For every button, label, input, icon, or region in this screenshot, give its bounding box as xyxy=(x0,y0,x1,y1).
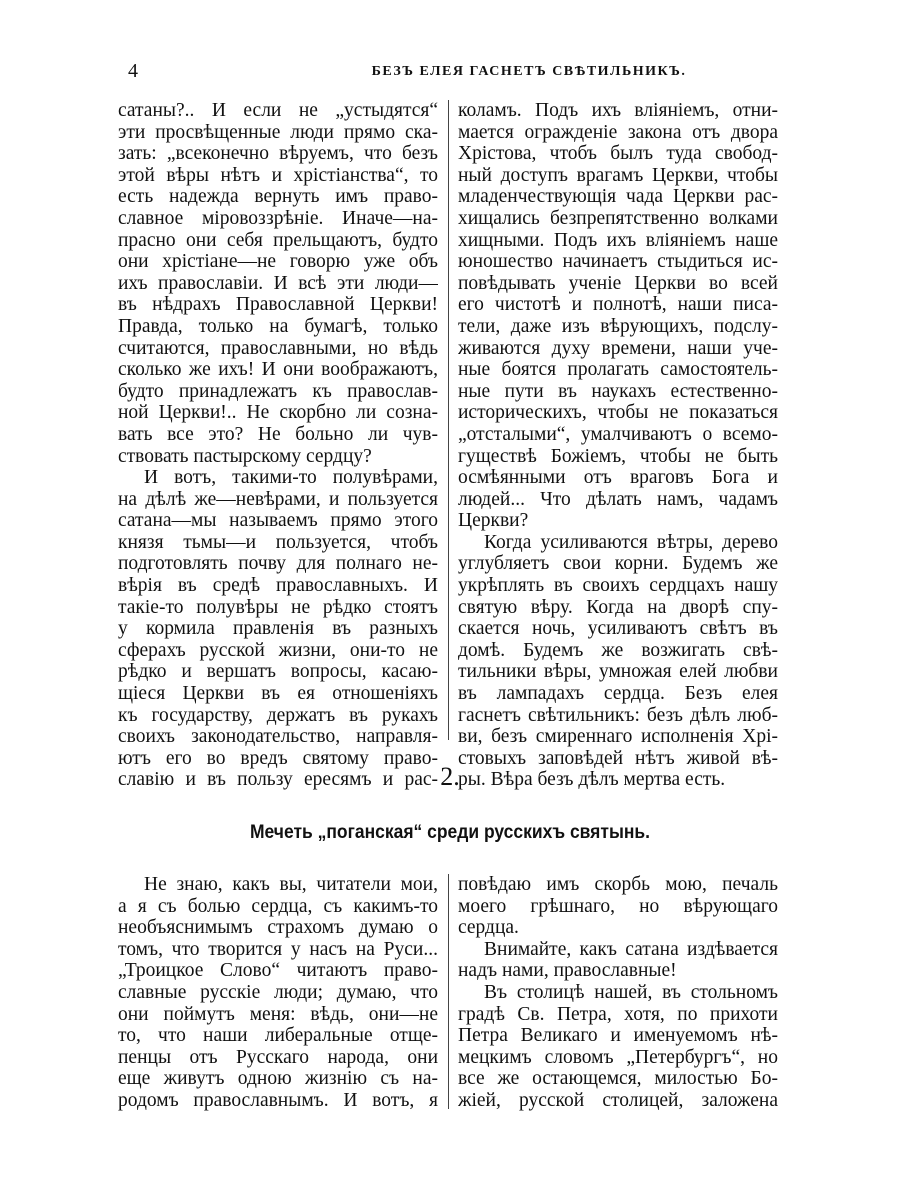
column-divider xyxy=(448,874,449,1109)
text-line: его чистотѣ и полнотѣ, наши писа- xyxy=(458,294,778,316)
text-line: вѣрія въ средѣ православныхъ. И xyxy=(118,575,438,597)
running-header xyxy=(128,60,780,84)
column-divider xyxy=(448,100,449,740)
text-line: И вотъ, такими-то полувѣрами, xyxy=(144,467,438,489)
text-line: ры. Вѣра безъ дѣлъ мертва есть. xyxy=(458,769,726,791)
text-line: гаснетъ свѣтильникъ: безъ дѣлъ люб- xyxy=(458,704,778,726)
text-line: скается ночь, усиливаютъ свѣтъ въ xyxy=(458,618,778,640)
text-line: прасно они себя прельщаютъ, будто xyxy=(118,229,438,251)
text-line: надъ нами, православные! xyxy=(458,960,677,982)
text-line: своихъ законодательство, направля- xyxy=(118,726,438,748)
text-line: необъяснимымъ страхомъ думаю о xyxy=(118,917,438,939)
top-two-column-text xyxy=(118,100,780,791)
text-line: Хрістова, чтобъ былъ туда свобод- xyxy=(458,143,778,165)
text-line: вать все это? Не больно ли чув- xyxy=(118,423,438,445)
top-left-column xyxy=(118,100,438,791)
text-line: ихъ православіи. И всѣ эти люди— xyxy=(118,272,438,294)
text-line: сердца. xyxy=(458,917,519,939)
text-line: хищались безпрепятственно волками xyxy=(458,207,778,229)
running-title: БЕЗЪ ЕЛЕЯ ГАСНЕТЪ СВѢТИЛЬНИКЪ. xyxy=(371,64,687,79)
text-line: ви, безъ смиреннаго исполненія Хрі- xyxy=(458,726,778,748)
text-line: подготовлять почву для полнаго не- xyxy=(118,553,438,575)
section-number: 2. xyxy=(440,762,460,791)
text-line: сколько же ихъ! И они воображаютъ, xyxy=(118,359,438,381)
text-line: „отсталыми“, умалчиваютъ о всемо- xyxy=(458,423,778,445)
text-line: у кормила правленія въ разныхъ xyxy=(118,618,438,640)
text-line: Церкви? xyxy=(458,510,529,532)
text-line: славію и въ пользу ересямъ и рас- xyxy=(118,769,438,791)
text-line: ные боятся пролагать самостоятель- xyxy=(458,359,778,381)
text-line: славные русскіе люди; думаю, что xyxy=(118,981,438,1003)
text-line: сатаны?.. И если не „устыдятся“ xyxy=(118,100,438,121)
text-line: живаются духу времени, наши уче- xyxy=(458,337,778,359)
top-right-column xyxy=(458,100,778,791)
text-line: Не знаю, какъ вы, читатели мои, xyxy=(144,874,438,895)
bottom-right-column xyxy=(458,874,778,1112)
text-line: юношество начинаетъ стыдиться ис- xyxy=(458,251,778,273)
text-line: родомъ православнымъ. И вотъ, я xyxy=(118,1089,438,1111)
text-line: повѣдывать ученіе Церкви во всей xyxy=(458,272,778,294)
text-line: Петра Великаго и именуемомъ нѣ- xyxy=(458,1025,778,1047)
text-line: жіей, русской столицей, заложена xyxy=(458,1089,778,1111)
page-number: 4 xyxy=(128,60,138,82)
text-line: стовыхъ заповѣдей нѣтъ живой вѣ- xyxy=(458,747,778,769)
section-title: Мечеть „поганская“ среди русскихъ святынь. xyxy=(249,822,651,843)
text-line: „Троицкое Слово“ читаютъ право- xyxy=(118,960,438,982)
text-line: повѣдаю имъ скорбь мою, печаль xyxy=(458,874,778,895)
text-line: пенцы отъ Русскаго народа, они xyxy=(118,1046,438,1068)
text-line: есть надежда вернуть имъ право- xyxy=(118,186,438,208)
bottom-left-column xyxy=(118,874,438,1112)
text-line: мецкимъ словомъ „Петербургъ“, но xyxy=(458,1046,778,1068)
text-line: то, что наши либеральные отще- xyxy=(118,1025,438,1047)
text-line: все же остающемся, милостью Бо- xyxy=(458,1068,778,1090)
text-line: славное міровоззрѣніе. Иначе—на- xyxy=(118,207,438,229)
text-line: въ лампадахъ сердца. Безъ елея xyxy=(458,683,778,705)
text-line: такіе-то полувѣры не рѣдко стоятъ xyxy=(118,596,438,618)
bottom-two-column-text xyxy=(118,874,780,1114)
text-line: ствовать пастырскому сердцу? xyxy=(118,445,372,467)
text-line: младенчествующія чада Церкви рас- xyxy=(458,186,778,208)
text-line: хищными. Подъ ихъ вліяніемъ наше xyxy=(458,229,778,251)
text-line: ютъ его во вредъ святому право- xyxy=(118,747,438,769)
text-line: тели, даже изъ вѣрующихъ, подслу- xyxy=(458,315,778,337)
text-line: ные пути въ наукахъ естественно- xyxy=(458,380,778,402)
text-line: Въ столицѣ нашей, въ стольномъ xyxy=(484,981,778,1003)
text-line: считаются, православными, но вѣдь xyxy=(118,337,438,359)
text-line: градѣ Св. Петра, хотя, по прихоти xyxy=(458,1003,778,1025)
text-line: въ нѣдрахъ Православной Церкви! xyxy=(118,294,438,316)
text-line: углубляетъ свои корни. Будемъ же xyxy=(458,553,778,575)
text-line: Правда, только на бумагѣ, только xyxy=(118,315,438,337)
text-line: гуществѣ Божіемъ, чтобы не быть xyxy=(458,445,778,467)
text-line: коламъ. Подъ ихъ вліяніемъ, отни- xyxy=(458,100,778,121)
text-line: историческихъ, чтобы не показаться xyxy=(458,402,778,424)
text-line: щіеся Церкви въ ея отношеніяхъ xyxy=(118,683,438,705)
text-line: тильники вѣры, умножая елей любви xyxy=(458,661,778,683)
text-line: а я съ болью сердца, съ какимъ-то xyxy=(118,895,438,917)
text-line: Когда усиливаются вѣтры, дерево xyxy=(484,531,778,553)
text-line: этой вѣры нѣтъ и хрістіанства“, то xyxy=(118,164,438,186)
text-line: домѣ. Будемъ же возжигать свѣ- xyxy=(458,639,778,661)
text-line: рѣдко и вершатъ вопросы, касаю- xyxy=(118,661,438,683)
text-line: ный доступъ врагамъ Церкви, чтобы xyxy=(458,164,778,186)
text-line: людей... Что дѣлать намъ, чадамъ xyxy=(458,488,778,510)
text-line: сферахъ русской жизни, они-то не xyxy=(118,639,438,661)
text-line: они хрістіане—не говорю уже объ xyxy=(118,251,438,273)
text-line: князя тьмы—и пользуется, чтобъ xyxy=(118,531,438,553)
text-line: мается огражденіе закона отъ двора xyxy=(458,121,778,143)
text-line: томъ, что творится у насъ на Руси... xyxy=(118,938,438,960)
text-line: эти просвѣщенные люди прямо ска- xyxy=(118,121,438,143)
text-line: зать: „всеконечно вѣруемъ, что безъ xyxy=(118,143,438,165)
text-line: еще живутъ одною жизнію съ на- xyxy=(118,1068,438,1090)
text-line: укрѣплять въ своихъ сердцахъ нашу xyxy=(458,575,778,597)
text-line: сатана—мы называемъ прямо этого xyxy=(118,510,438,532)
text-line: къ государству, держатъ въ рукахъ xyxy=(118,704,438,726)
text-line: моего грѣшнаго, но вѣрующаго xyxy=(458,895,778,917)
text-line: ной Церкви!.. Не скорбно ли созна- xyxy=(118,402,438,424)
text-line: осмѣянными отъ враговъ Бога и xyxy=(458,467,778,489)
text-line: будто принадлежатъ къ православ- xyxy=(118,380,438,402)
text-line: на дѣлѣ же—невѣрами, и пользуется xyxy=(118,488,438,510)
text-line: они поймутъ меня: вѣдь, они—не xyxy=(118,1003,438,1025)
text-line: Внимайте, какъ сатана издѣвается xyxy=(484,938,778,960)
text-line: святую вѣру. Когда на дворѣ спу- xyxy=(458,596,778,618)
